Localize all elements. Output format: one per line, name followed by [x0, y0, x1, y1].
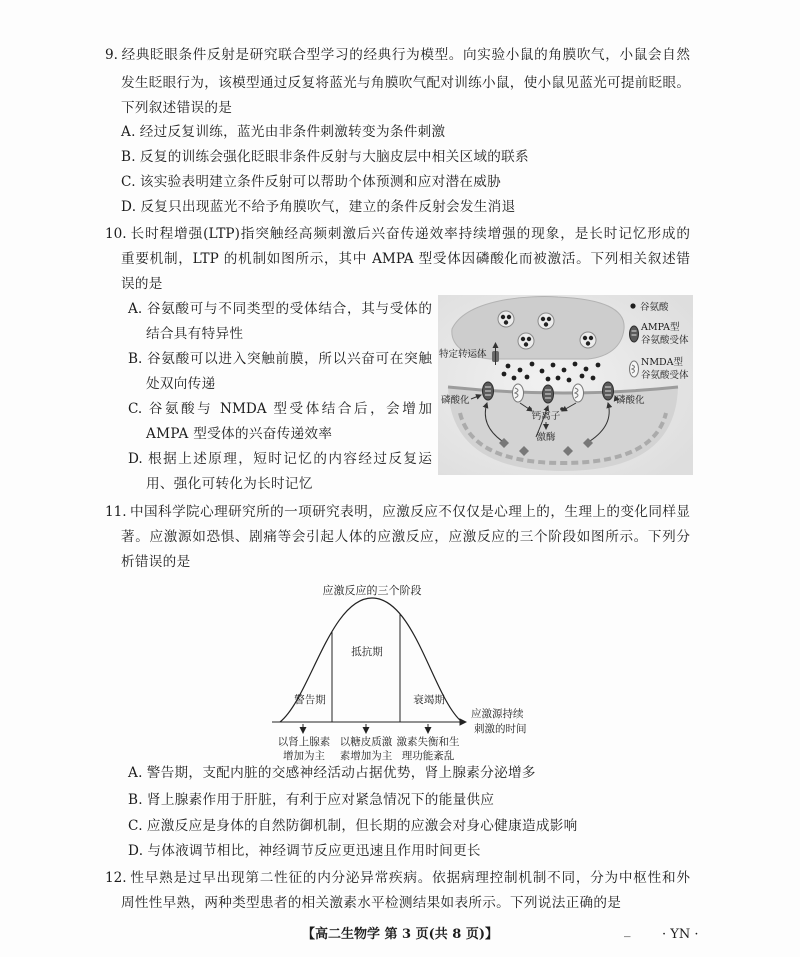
option-text: 经过反复训练，蓝光由非条件刺激转变为条件刺激	[139, 124, 446, 140]
nmda-receptor	[513, 384, 524, 402]
q9-option-a	[121, 122, 445, 142]
option-text: 肾上腺素作用于肝脏，有利于应对紧急情况下的能量供应	[146, 792, 495, 808]
q10-option-b	[128, 349, 432, 369]
nmda-receptor	[573, 384, 584, 402]
q9-option-b	[121, 147, 529, 167]
question-number: 10.	[105, 226, 127, 242]
q9-option-d	[121, 197, 515, 217]
legend-nmda-icon	[630, 361, 639, 377]
footer-mark: _	[624, 923, 631, 938]
q11-stem-line-1	[105, 502, 690, 522]
q11-option-c	[128, 816, 578, 836]
option-label: A.	[121, 124, 136, 140]
glutamate-molecule	[512, 376, 517, 381]
option-label: D.	[121, 199, 137, 215]
footer-code: · YN ·	[662, 927, 699, 942]
option-label: B.	[121, 149, 136, 165]
stem-text: 中国科学院心理研究所的一项研究表明，应激反应不仅仅是心理上的，生理上的变化同样显	[129, 504, 690, 520]
phosphorylation-label-left: 磷酸化	[441, 395, 470, 406]
ltp-mechanism-figure	[438, 295, 693, 475]
glutamate-molecule	[591, 376, 596, 381]
q10-stem-line-3: 误的是	[121, 276, 163, 292]
ampa-receptor	[603, 382, 614, 400]
q10-option-c	[128, 399, 432, 419]
q10-stem-line-2: 重要机制，LTP 的机制如图所示，其中 AMPA 型受体因磷酸化而被激活。下列相关叙述错	[121, 251, 690, 267]
stem-text: 长时程增强(LTP)指突触经高频刺激后兴奋传递效率持续增强的现象，是长时记忆形成的	[129, 226, 690, 242]
glutamate-molecule	[525, 375, 530, 380]
question-number: 12.	[105, 870, 127, 886]
ampa-receptor	[543, 385, 554, 403]
kinase-label: 激酶	[536, 432, 556, 443]
glutamate-molecule	[556, 376, 561, 381]
glutamate-molecule	[530, 362, 535, 367]
glutamate-molecule	[518, 368, 523, 373]
glutamate-molecule	[584, 367, 589, 372]
q10-option-d	[128, 449, 432, 469]
axis-label-line-2: 刺激的时间	[474, 723, 527, 735]
option-text: 与体液调节相比，神经调节反应更迅速且作用时间更长	[147, 843, 481, 859]
stem-text: 经典眨眼条件反射是研究联合型学习的经典行为模型。向实验小鼠的角膜吹气，小鼠会自然	[120, 47, 690, 63]
synaptic-vesicle	[498, 311, 514, 327]
glutamate-molecule	[551, 363, 556, 368]
q10-option-d-cont: 用、强化可转化为长时记忆	[146, 476, 313, 492]
glutamate-molecule	[562, 368, 567, 373]
q12-stem-line-2: 周性性早熟，两种类型患者的相关激素水平检测结果如表所示。下列说法正确的是	[121, 895, 622, 911]
transporter-label: 特定转运体	[439, 349, 487, 360]
resistance-note-line-1: 以糖皮质激	[339, 736, 393, 748]
stage-exhaustion-label: 衰竭期	[413, 694, 445, 706]
q12-stem-line-1	[105, 868, 690, 888]
question-number: 9.	[105, 47, 118, 63]
alarm-note-line-1: 以肾上腺素	[277, 736, 331, 748]
option-label: D.	[128, 451, 143, 467]
option-label: C.	[128, 401, 143, 417]
q10-stem-line-1	[105, 224, 690, 244]
option-label: B.	[128, 351, 143, 367]
q11-stem-line-2: 著。应激源如恐惧、剧痛等会引起人体的应激反应，应激反应的三个阶段如图所示。下列分	[121, 529, 690, 545]
synaptic-vesicle	[518, 333, 534, 349]
option-text: 警告期，支配内脏的交感神经活动占据优势，肾上腺素分泌增多	[146, 765, 536, 781]
option-label: D.	[128, 843, 144, 859]
phosphorylation-label-right: 磷酸化	[616, 395, 645, 406]
q11-option-a	[128, 763, 536, 783]
ampa-receptor	[483, 382, 494, 400]
resistance-note-line-2: 素增加为主	[339, 750, 393, 762]
legend-glutamate-dot	[630, 303, 635, 308]
glutamate-molecule	[506, 364, 511, 369]
exhaustion-note-line-2: 理功能紊乱	[401, 750, 455, 762]
q10-option-b-cont: 处双向传递	[146, 376, 216, 392]
q9-option-c	[121, 172, 501, 192]
option-text: 反复的训练会强化眨眼非条件反射与大脑皮层中相关区域的联系	[139, 149, 529, 165]
question-number: 11.	[105, 504, 127, 520]
option-text: 谷氨酸可与不同类型的受体结合，其与受体的	[146, 301, 432, 317]
legend-nmda-label-2: 谷氨酸受体	[641, 370, 689, 381]
q11-stem-line-3: 析错误的是	[121, 554, 191, 570]
glutamate-molecule	[596, 363, 601, 368]
glutamate-molecule	[502, 372, 507, 377]
stage-alarm-label: 警告期	[294, 694, 326, 706]
axis-label-line-1: 应激源持续	[471, 708, 524, 720]
glutamate-molecule	[573, 362, 578, 367]
q9-stem-line-3: 下列叙述错误的是	[121, 100, 233, 116]
option-text: 谷氨酸可以进入突触前膜，所以兴奋可在突触	[146, 351, 432, 367]
legend-ampa-label: AMPA型	[641, 322, 680, 333]
q11-option-d	[128, 841, 481, 861]
option-text: 反复只出现蓝光不给予角膜吹气，建立的条件反射会发生消退	[140, 199, 516, 215]
option-text: 谷氨酸与 NMDA 型受体结合后，会增加	[146, 401, 432, 417]
stress-stages-figure	[265, 577, 540, 763]
option-label: A.	[128, 765, 143, 781]
legend-nmda-label: NMDA型	[641, 357, 684, 368]
alarm-note-line-2: 增加为主	[283, 750, 325, 762]
exhaustion-note-line-1: 激素失衡和生	[396, 736, 460, 748]
q10-option-c-cont: AMPA 型受体的兴奋传递效率	[146, 426, 333, 442]
stem-text: 性早熟是过早出现第二性征的内分泌异常疾病。依据病理控制机制不同，分为中枢性和外	[129, 870, 690, 886]
legend-ampa-icon	[630, 326, 639, 342]
figure-title: 应激反应的三个阶段	[322, 584, 422, 597]
option-label: C.	[121, 174, 136, 190]
q11-option-b	[128, 790, 494, 810]
option-label: A.	[128, 301, 143, 317]
legend-glutamate-label: 谷氨酸	[640, 302, 669, 313]
q9-stem-line-1	[105, 45, 690, 65]
q10-option-a	[128, 299, 432, 319]
stage-resistance-label: 抵抗期	[351, 646, 383, 658]
q9-stem-line-2: 发生眨眼行为，该模型通过反复将蓝光与角膜吹气配对训练小鼠，使小鼠见蓝光可提前眨眼。	[121, 75, 690, 91]
glutamate-molecule	[540, 369, 545, 374]
option-label: C.	[128, 818, 143, 834]
glutamate-molecule	[567, 378, 572, 383]
glutamate-molecule	[546, 377, 551, 382]
q10-option-a-cont: 结合具有特异性	[146, 326, 244, 342]
option-text: 应激反应是身体的自然防御机制，但长期的应激会对身心健康造成影响	[146, 818, 578, 834]
synaptic-vesicle	[580, 332, 596, 348]
legend-ampa-label-2: 谷氨酸受体	[641, 335, 689, 346]
option-text: 该实验表明建立条件反射可以帮助个体预测和应对潜在威胁	[139, 174, 502, 190]
page-footer: 【高二生物学 第 3 页(共 8 页)】	[301, 927, 499, 942]
synaptic-vesicle	[538, 313, 554, 329]
option-label: B.	[128, 792, 143, 808]
option-text: 根据上述原理，短时记忆的内容经过反复运	[146, 451, 432, 467]
glutamate-molecule	[580, 374, 585, 379]
calcium-label: 钙离子	[531, 411, 561, 422]
